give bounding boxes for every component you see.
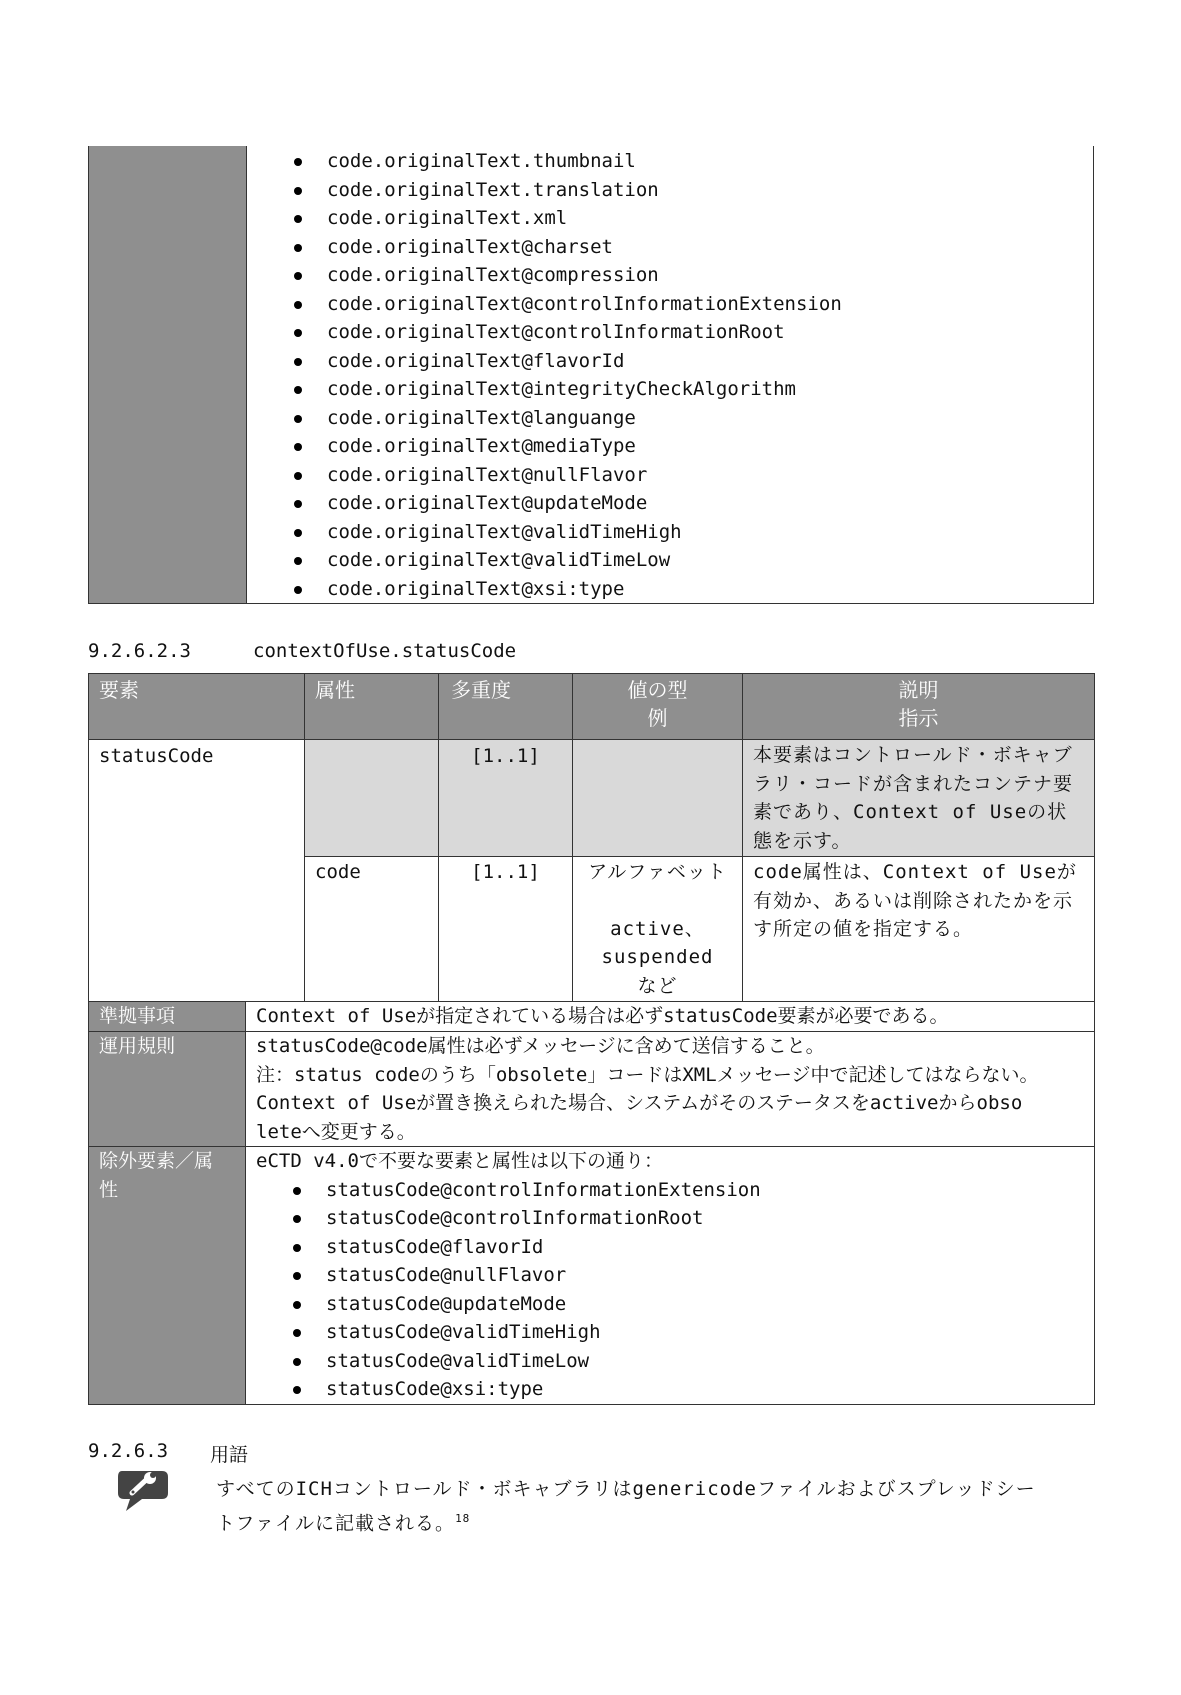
header-example-text: 例 (647, 706, 668, 730)
header-element (89, 674, 305, 740)
excluded-list-item: statusCode@flavorId (246, 1233, 1094, 1262)
row1-description-text: 本要素はコントロールド・ボキャブラリ・コードが含まれたコンテナ要素であり、Context of Useの状態を示す。 (753, 744, 1074, 852)
header-element-text: 要素 (99, 678, 139, 702)
list-item: code.originalText@nullFlavor (247, 461, 1093, 490)
row2-attribute (305, 857, 439, 1002)
label-cell (89, 146, 247, 604)
excluded-label (89, 1147, 246, 1405)
list-item: code.originalText@compression (247, 261, 1093, 290)
compliance-label-text: 準拠事項 (99, 1005, 176, 1027)
list-item: code.originalText@integrityCheckAlgorithm (247, 375, 1093, 404)
row2-cardinality-text: [1..1] (471, 861, 540, 883)
rules-line-4: leteへ変更する。 (256, 1120, 416, 1143)
row1-value-type (573, 740, 743, 857)
row2-description-text: code属性は、Context of Useが有効か、あるいは削除されたかを示す所定の値を指定する。 (753, 861, 1077, 940)
row2-description (743, 857, 1095, 1002)
section-title: contextOfUse.statusCode (253, 640, 517, 662)
row2-value-type (573, 857, 743, 1002)
continued-list (247, 147, 1093, 603)
section-heading (88, 640, 517, 662)
list-item: code.originalText.xml (247, 204, 1093, 233)
footnote-marker: 18 (455, 1512, 471, 1525)
list-cell (247, 146, 1094, 604)
row2-value-type-text: アルファベット (588, 861, 727, 883)
row1-element (89, 740, 305, 1002)
excluded-list-item: statusCode@xsi:type (246, 1375, 1094, 1404)
header-description-text: 説明 (898, 678, 939, 702)
header-instruction-text: 指示 (898, 706, 939, 730)
excluded-list-item: statusCode@validTimeHigh (246, 1318, 1094, 1347)
row2-example-1: active、 (610, 917, 705, 940)
excluded-intro: eCTD v4.0で不要な要素と属性は以下の通り： (256, 1150, 663, 1172)
rules-label (89, 1032, 246, 1147)
row1-element-text: statusCode (99, 745, 214, 767)
rules-line-1: statusCode@code属性は必ずメッセージに含めて送信すること。 (256, 1035, 825, 1057)
compliance-text (246, 1002, 1095, 1032)
compliance-label (89, 1002, 246, 1032)
section2-number: 9.2.6.3 (88, 1440, 169, 1462)
list-item: code.originalText@languange (247, 404, 1093, 433)
excluded-list (246, 1176, 1094, 1404)
excluded-label-line-1: 除外要素／属 (99, 1150, 214, 1172)
header-cardinality-text: 多重度 (451, 678, 511, 702)
excluded-label-line-2: 性 (99, 1178, 119, 1201)
excluded-list-item: statusCode@nullFlavor (246, 1261, 1094, 1290)
header-attribute (305, 674, 439, 740)
wrench-speech-bubble-icon (116, 1467, 172, 1520)
excluded-cell (246, 1147, 1095, 1405)
note-text (216, 1475, 1036, 1538)
row2-cardinality (439, 857, 573, 1002)
list-item: code.originalText@validTimeHigh (247, 518, 1093, 547)
row2-attribute-text: code (315, 861, 361, 883)
status-code-table (88, 673, 1095, 1405)
list-item: code.originalText@flavorId (247, 347, 1093, 376)
excluded-list-item: statusCode@validTimeLow (246, 1347, 1094, 1376)
header-attribute-text: 属性 (315, 678, 355, 702)
excluded-list-item: statusCode@controlInformationExtension (246, 1176, 1094, 1205)
header-value-type (573, 674, 743, 740)
row1-cardinality-text: [1..1] (471, 745, 540, 767)
section2-title: 用語 (210, 1444, 249, 1466)
list-item: code.originalText@validTimeLow (247, 546, 1093, 575)
compliance-text-content: Context of Useが指定されている場合は必ずstatusCode要素が必要である。 (256, 1005, 949, 1027)
header-value-type-text: 値の型 (627, 678, 688, 702)
continued-exclusion-table (88, 146, 1094, 604)
excluded-list-item: statusCode@controlInformationRoot (246, 1204, 1094, 1233)
list-item: code.originalText.translation (247, 176, 1093, 205)
list-item: code.originalText.thumbnail (247, 147, 1093, 176)
row2-example-2: suspended (601, 946, 714, 968)
list-item: code.originalText@controlInformationRoot (247, 318, 1093, 347)
note-line-2: トファイルに記載される。 (216, 1512, 456, 1535)
list-item: code.originalText@xsi:type (247, 575, 1093, 604)
row1-cardinality (439, 740, 573, 857)
list-item: code.originalText@charset (247, 233, 1093, 262)
rules-line-2: 注：status codeのうち「obsolete」コードはXMLメッセージ中で記述してはならない。 (256, 1063, 1039, 1086)
row2-example-3: など (637, 974, 678, 997)
row1-attribute (305, 740, 439, 857)
section2-heading (88, 1440, 249, 1466)
list-item: code.originalText@updateMode (247, 489, 1093, 518)
rules-label-text: 運用規則 (99, 1035, 176, 1057)
note-line-2-wrap (216, 1504, 1036, 1538)
header-description (743, 674, 1095, 740)
section-number: 9.2.6.2.3 (88, 640, 191, 662)
excluded-list-item: statusCode@updateMode (246, 1290, 1094, 1319)
list-item: code.originalText@controlInformationExtension (247, 290, 1093, 319)
row1-description (743, 740, 1095, 857)
rules-line-3: Context of Useが置き換えられた場合、システムがそのステータスをactiveからobso (256, 1092, 1023, 1114)
header-cardinality (439, 674, 573, 740)
list-item: code.originalText@mediaType (247, 432, 1093, 461)
note-line-1: すべてのICHコントロールド・ボキャブラリはgenericodeファイルおよびスプレッドシー (216, 1478, 1036, 1500)
rules-text (246, 1032, 1095, 1147)
